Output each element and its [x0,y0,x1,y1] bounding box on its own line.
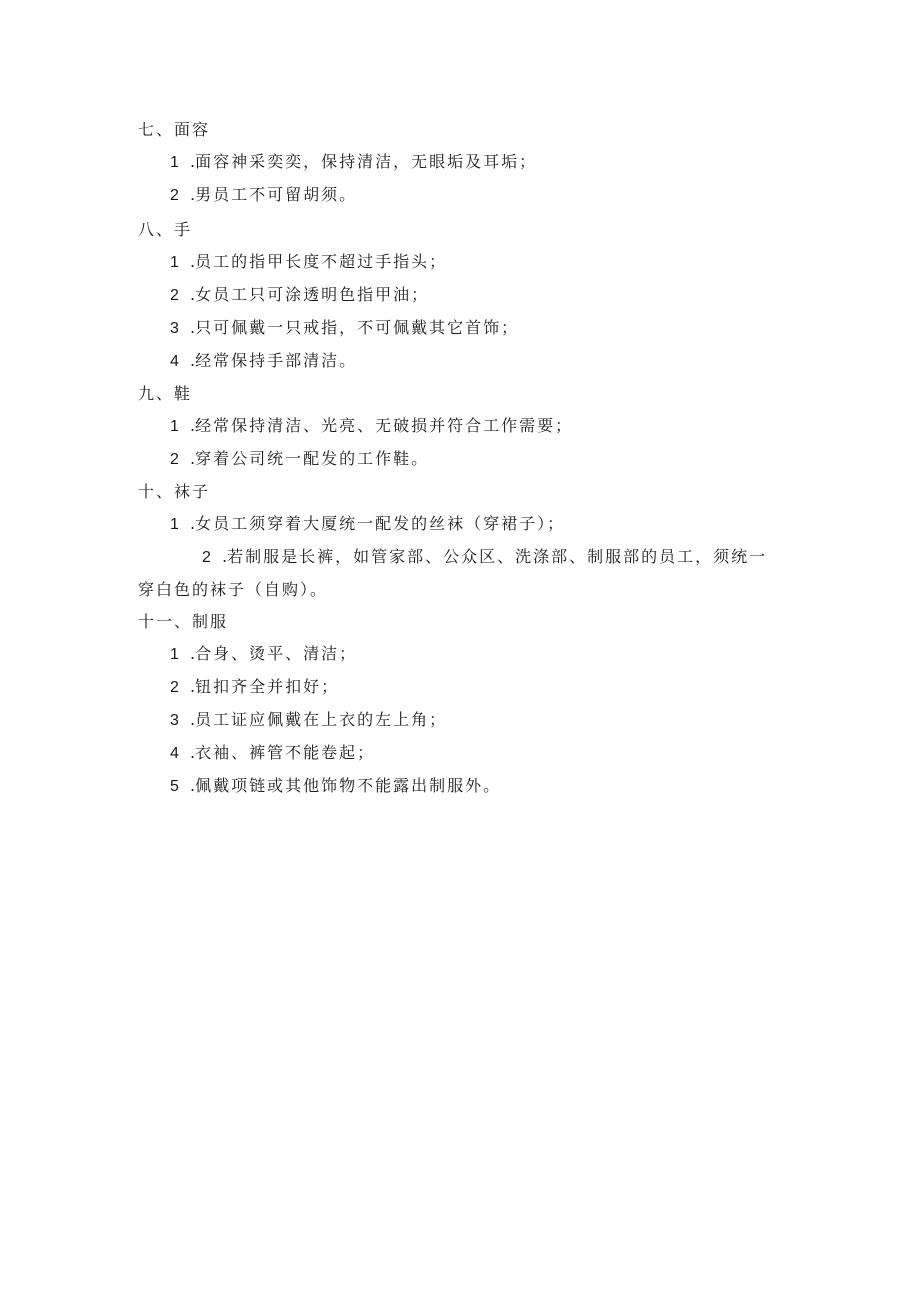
list-item: 1 .合身、烫平、清洁； [138,638,788,671]
item-text: 面容神采奕奕，保持清洁，无眼垢及耳垢； [195,152,538,171]
list-item: 4 .经常保持手部清洁。 [138,345,788,378]
item-text: 男员工不可留胡须。 [195,185,358,204]
list-item: 1 .经常保持清洁、光亮、无破损并符合工作需要； [138,410,788,443]
section-heading: 十一、制服 [138,612,229,631]
item-text: 女员工须穿着大厦统一配发的丝袜（穿裙子）； [195,514,566,533]
section-hands [138,214,788,378]
list-item: 5 .佩戴项链或其他饰物不能露出制服外。 [138,770,788,803]
section-heading: 九、鞋 [138,384,193,403]
section-heading: 十、袜子 [138,482,211,501]
item-number: 1 [170,254,179,271]
item-text: 衣袖、裤管不能卷起； [195,743,376,762]
item-number: 4 [170,353,179,370]
list-item: 2 .钮扣齐全并扣好； [138,671,788,704]
item-text: 女员工只可涂透明色指甲油； [195,285,430,304]
item-number: 3 [170,712,179,729]
list-item: 2 .穿着公司统一配发的工作鞋。 [138,443,788,476]
item-text: 若制服是长裤，如管家部、公众区、洗涤部、制服部的员工，须统一穿白色的袜子（自购）。 [138,547,768,599]
item-number: 2 [202,549,211,566]
item-text: 合身、烫平、清洁； [195,644,358,663]
list-item: 1 .员工的指甲长度不超过手指头； [138,246,788,279]
list-item: 1 .女员工须穿着大厦统一配发的丝袜（穿裙子）； [138,508,788,541]
item-number: 1 [170,418,179,435]
document-body [138,114,788,803]
item-number: 2 [170,187,179,204]
item-number: 2 [170,679,179,696]
list-item: 3 .只可佩戴一只戒指，不可佩戴其它首饰； [138,312,788,345]
item-number: 5 [170,778,179,795]
item-number: 3 [170,320,179,337]
section-heading: 八、手 [138,220,193,239]
list-item: 4 .衣袖、裤管不能卷起； [138,737,788,770]
list-item: 2 .若制服是长裤，如管家部、公众区、洗涤部、制服部的员工，须统一穿白色的袜子（自购）。 [138,541,778,606]
item-number: 2 [170,287,179,304]
item-text: 员工证应佩戴在上衣的左上角； [195,710,448,729]
item-text: 经常保持手部清洁。 [195,351,358,370]
item-number: 4 [170,745,179,762]
item-text: 穿着公司统一配发的工作鞋。 [195,449,430,468]
item-number: 1 [170,516,179,533]
list-item: 1 .面容神采奕奕，保持清洁，无眼垢及耳垢； [138,146,788,179]
item-number: 1 [170,154,179,171]
list-item: 3 .员工证应佩戴在上衣的左上角； [138,704,788,737]
item-number: 2 [170,451,179,468]
section-uniform [138,606,788,803]
item-text: 经常保持清洁、光亮、无破损并符合工作需要； [195,416,574,435]
item-text: 佩戴项链或其他饰物不能露出制服外。 [195,776,502,795]
item-number: 1 [170,646,179,663]
section-face [138,114,788,212]
section-heading: 七、面容 [138,120,211,139]
section-socks [138,476,788,606]
item-text: 钮扣齐全并扣好； [195,677,340,696]
item-text: 员工的指甲长度不超过手指头； [195,252,448,271]
list-item: 2 .女员工只可涂透明色指甲油； [138,279,788,312]
item-text: 只可佩戴一只戒指，不可佩戴其它首饰； [195,318,520,337]
section-shoes [138,378,788,476]
list-item: 2 .男员工不可留胡须。 [138,179,788,212]
